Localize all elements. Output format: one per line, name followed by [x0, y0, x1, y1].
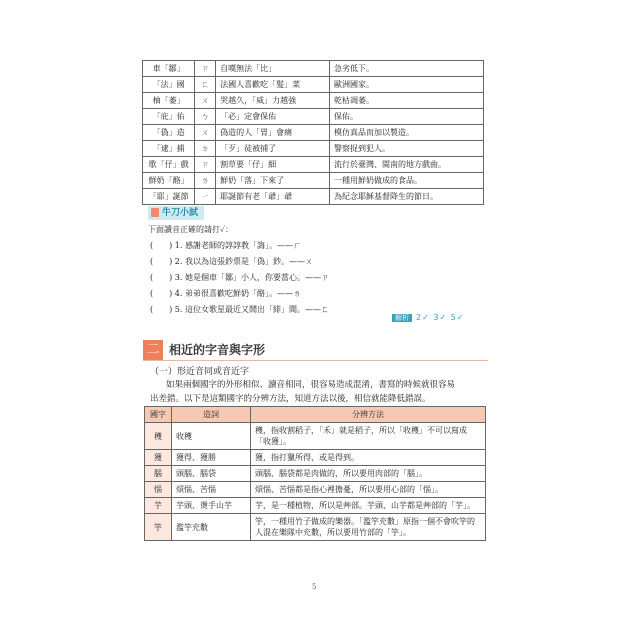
mnemonic-cell: 法國人喜歡吃「髮」菜: [216, 77, 330, 93]
zhuyin-cell: ㄗ: [195, 157, 216, 173]
intro-paragraph-line: 如果兩個國字的外形相似、讀音相同，很容易造成混淆，書寫的時候就很容易: [166, 380, 456, 390]
table-row: [143, 157, 484, 173]
mnemonic-cell: 哭越久，「威」力越強: [216, 93, 330, 109]
quiz-item: ( ) 5. 這位女歌星最近又鬧出「緋」聞。——ㄈ: [150, 305, 329, 314]
meaning-cell: 保佑。: [329, 109, 483, 125]
word-cell: 歌「仔」戲: [143, 157, 195, 173]
word-cell: 柚「萎」: [143, 93, 195, 109]
page-number: 5: [312, 583, 317, 591]
meaning-cell: 急劣低下。: [329, 61, 483, 77]
meaning-cell: 乾枯凋萎。: [329, 93, 483, 109]
answer-label: 解析: [392, 314, 412, 322]
word-cell: 「庇」佑: [143, 109, 195, 125]
word-cell: 頭腦、腦袋: [172, 466, 251, 482]
zhuyin-cell: ㄗ: [195, 61, 216, 77]
zhuyin-cell: ㄉ: [195, 141, 216, 157]
meaning-cell: 流行於臺灣、閩南的地方戲曲。: [329, 157, 483, 173]
method-cell: 煩惱、苦惱都是指心裡擔憂，所以要用心部的「惱」。: [251, 482, 486, 498]
word-cell: 「耶」誕節: [143, 189, 195, 205]
table-row: [143, 93, 484, 109]
meaning-cell: 為紀念耶穌基督降生的節日。: [329, 189, 483, 205]
word-cell: 收穫: [172, 423, 251, 450]
section-title: 相近的字音與字形: [169, 343, 266, 357]
word-cell: 「逮」捕: [143, 141, 195, 157]
word-cell: 芋頭、燙手山芋: [172, 498, 251, 514]
meaning-cell: 模仿真品而加以製造。: [329, 125, 483, 141]
table-header: 分辨方法: [251, 407, 486, 423]
quiz-item: ( ) 3. 她是個車「鄒」小人，你要當心。——ㄗ: [150, 273, 329, 282]
meaning-cell: 警察捉到犯人。: [329, 141, 483, 157]
mnemonic-cell: 耶誕節有老「爺」爺: [216, 189, 330, 205]
meaning-cell: 一種用鮮奶做成的食品。: [329, 173, 483, 189]
answer-values: 2✓ 3✓ 5✓: [416, 313, 465, 322]
quiz-item: ( ) 2. 我以為這張鈔票是「偽」鈔。——ㄨ: [150, 257, 313, 266]
mnemonic-cell: 鮮奶「落」下來了: [216, 173, 330, 189]
table-row: [145, 450, 486, 466]
method-cell: 竽，一種用竹子做成的樂器。「濫竽充數」原指一個不會吹竽的人混在樂隊中充數，所以要用竹部的「竽」。: [251, 514, 486, 541]
zhuyin-cell: ㄧ: [195, 189, 216, 205]
table-row: [145, 423, 486, 450]
table-row: [145, 498, 486, 514]
method-cell: 獲，指打獵所得，或是得到。: [251, 450, 486, 466]
knife-icon: [151, 208, 159, 217]
word-cell: 「法」國: [143, 77, 195, 93]
character-cell: 穫: [145, 423, 172, 450]
method-cell: 芋，是一種植物，所以是艸部。芋頭、山芋都是艸部的「芋」。: [251, 498, 486, 514]
table-row: [143, 173, 484, 189]
word-cell: 車「鄒」: [143, 61, 195, 77]
table-row: [143, 125, 484, 141]
table-row: [145, 514, 486, 541]
section-number: 二: [143, 340, 163, 360]
character-cell: 腦: [145, 466, 172, 482]
intro-paragraph-line: 出差錯。以下是這類國字的分辨方法，知道方法以後，相信就能降低錯誤。: [150, 394, 431, 404]
zhuyin-cell: ㄅ: [195, 109, 216, 125]
table-row: [143, 77, 484, 93]
subsection-title: （一）形近音同或音近字: [150, 367, 250, 377]
quiz-badge-label: 牛刀小試: [162, 208, 199, 218]
homophone-table: [142, 60, 484, 205]
zhuyin-cell: ㄈ: [195, 77, 216, 93]
table-row: [143, 189, 484, 205]
distinction-table: [144, 406, 486, 541]
mnemonic-cell: 「必」定會保佑: [216, 109, 330, 125]
word-cell: 「偽」造: [143, 125, 195, 141]
quiz-badge: [148, 206, 204, 220]
answer-key: [392, 313, 464, 323]
meaning-cell: 歐洲國家。: [329, 77, 483, 93]
character-cell: 芋: [145, 498, 172, 514]
character-cell: 竽: [145, 514, 172, 541]
mnemonic-cell: 偽造的人「胃」會痛: [216, 125, 330, 141]
mnemonic-cell: 自嘆無法「比」: [216, 61, 330, 77]
zhuyin-cell: ㄨ: [195, 93, 216, 109]
character-cell: 獲: [145, 450, 172, 466]
word-cell: 獲得、獲勝: [172, 450, 251, 466]
table-row: [143, 61, 484, 77]
zhuyin-cell: ㄌ: [195, 173, 216, 189]
table-row: [143, 109, 484, 125]
table-header: 造詞: [172, 407, 251, 423]
zhuyin-cell: ㄨ: [195, 125, 216, 141]
table-row: [143, 141, 484, 157]
word-cell: 鮮奶「酪」: [143, 173, 195, 189]
quiz-item: ( ) 1. 感謝老師的諄諄教「誨」。——ㄏ: [150, 241, 301, 250]
quiz-item: ( ) 4. 弟弟很喜歡吃鮮奶「酪」。——ㄌ: [150, 289, 301, 298]
table-row: [145, 482, 486, 498]
table-header: 國字: [145, 407, 172, 423]
word-cell: 濫竽充數: [172, 514, 251, 541]
mnemonic-cell: 「歹」徒被捕了: [216, 141, 330, 157]
quiz-instruction: 下面讀音正確的請打✓：: [148, 225, 234, 234]
method-cell: 穫，指收割稻子，「禾」就是稻子，所以「收穫」不可以寫成「收獲」。: [251, 423, 486, 450]
section-header: [143, 340, 488, 361]
word-cell: 煩惱、苦惱: [172, 482, 251, 498]
mnemonic-cell: 割草要「仔」細: [216, 157, 330, 173]
character-cell: 惱: [145, 482, 172, 498]
method-cell: 頭腦、腦袋都是肉做的，所以要用肉部的「腦」。: [251, 466, 486, 482]
table-row: [145, 466, 486, 482]
